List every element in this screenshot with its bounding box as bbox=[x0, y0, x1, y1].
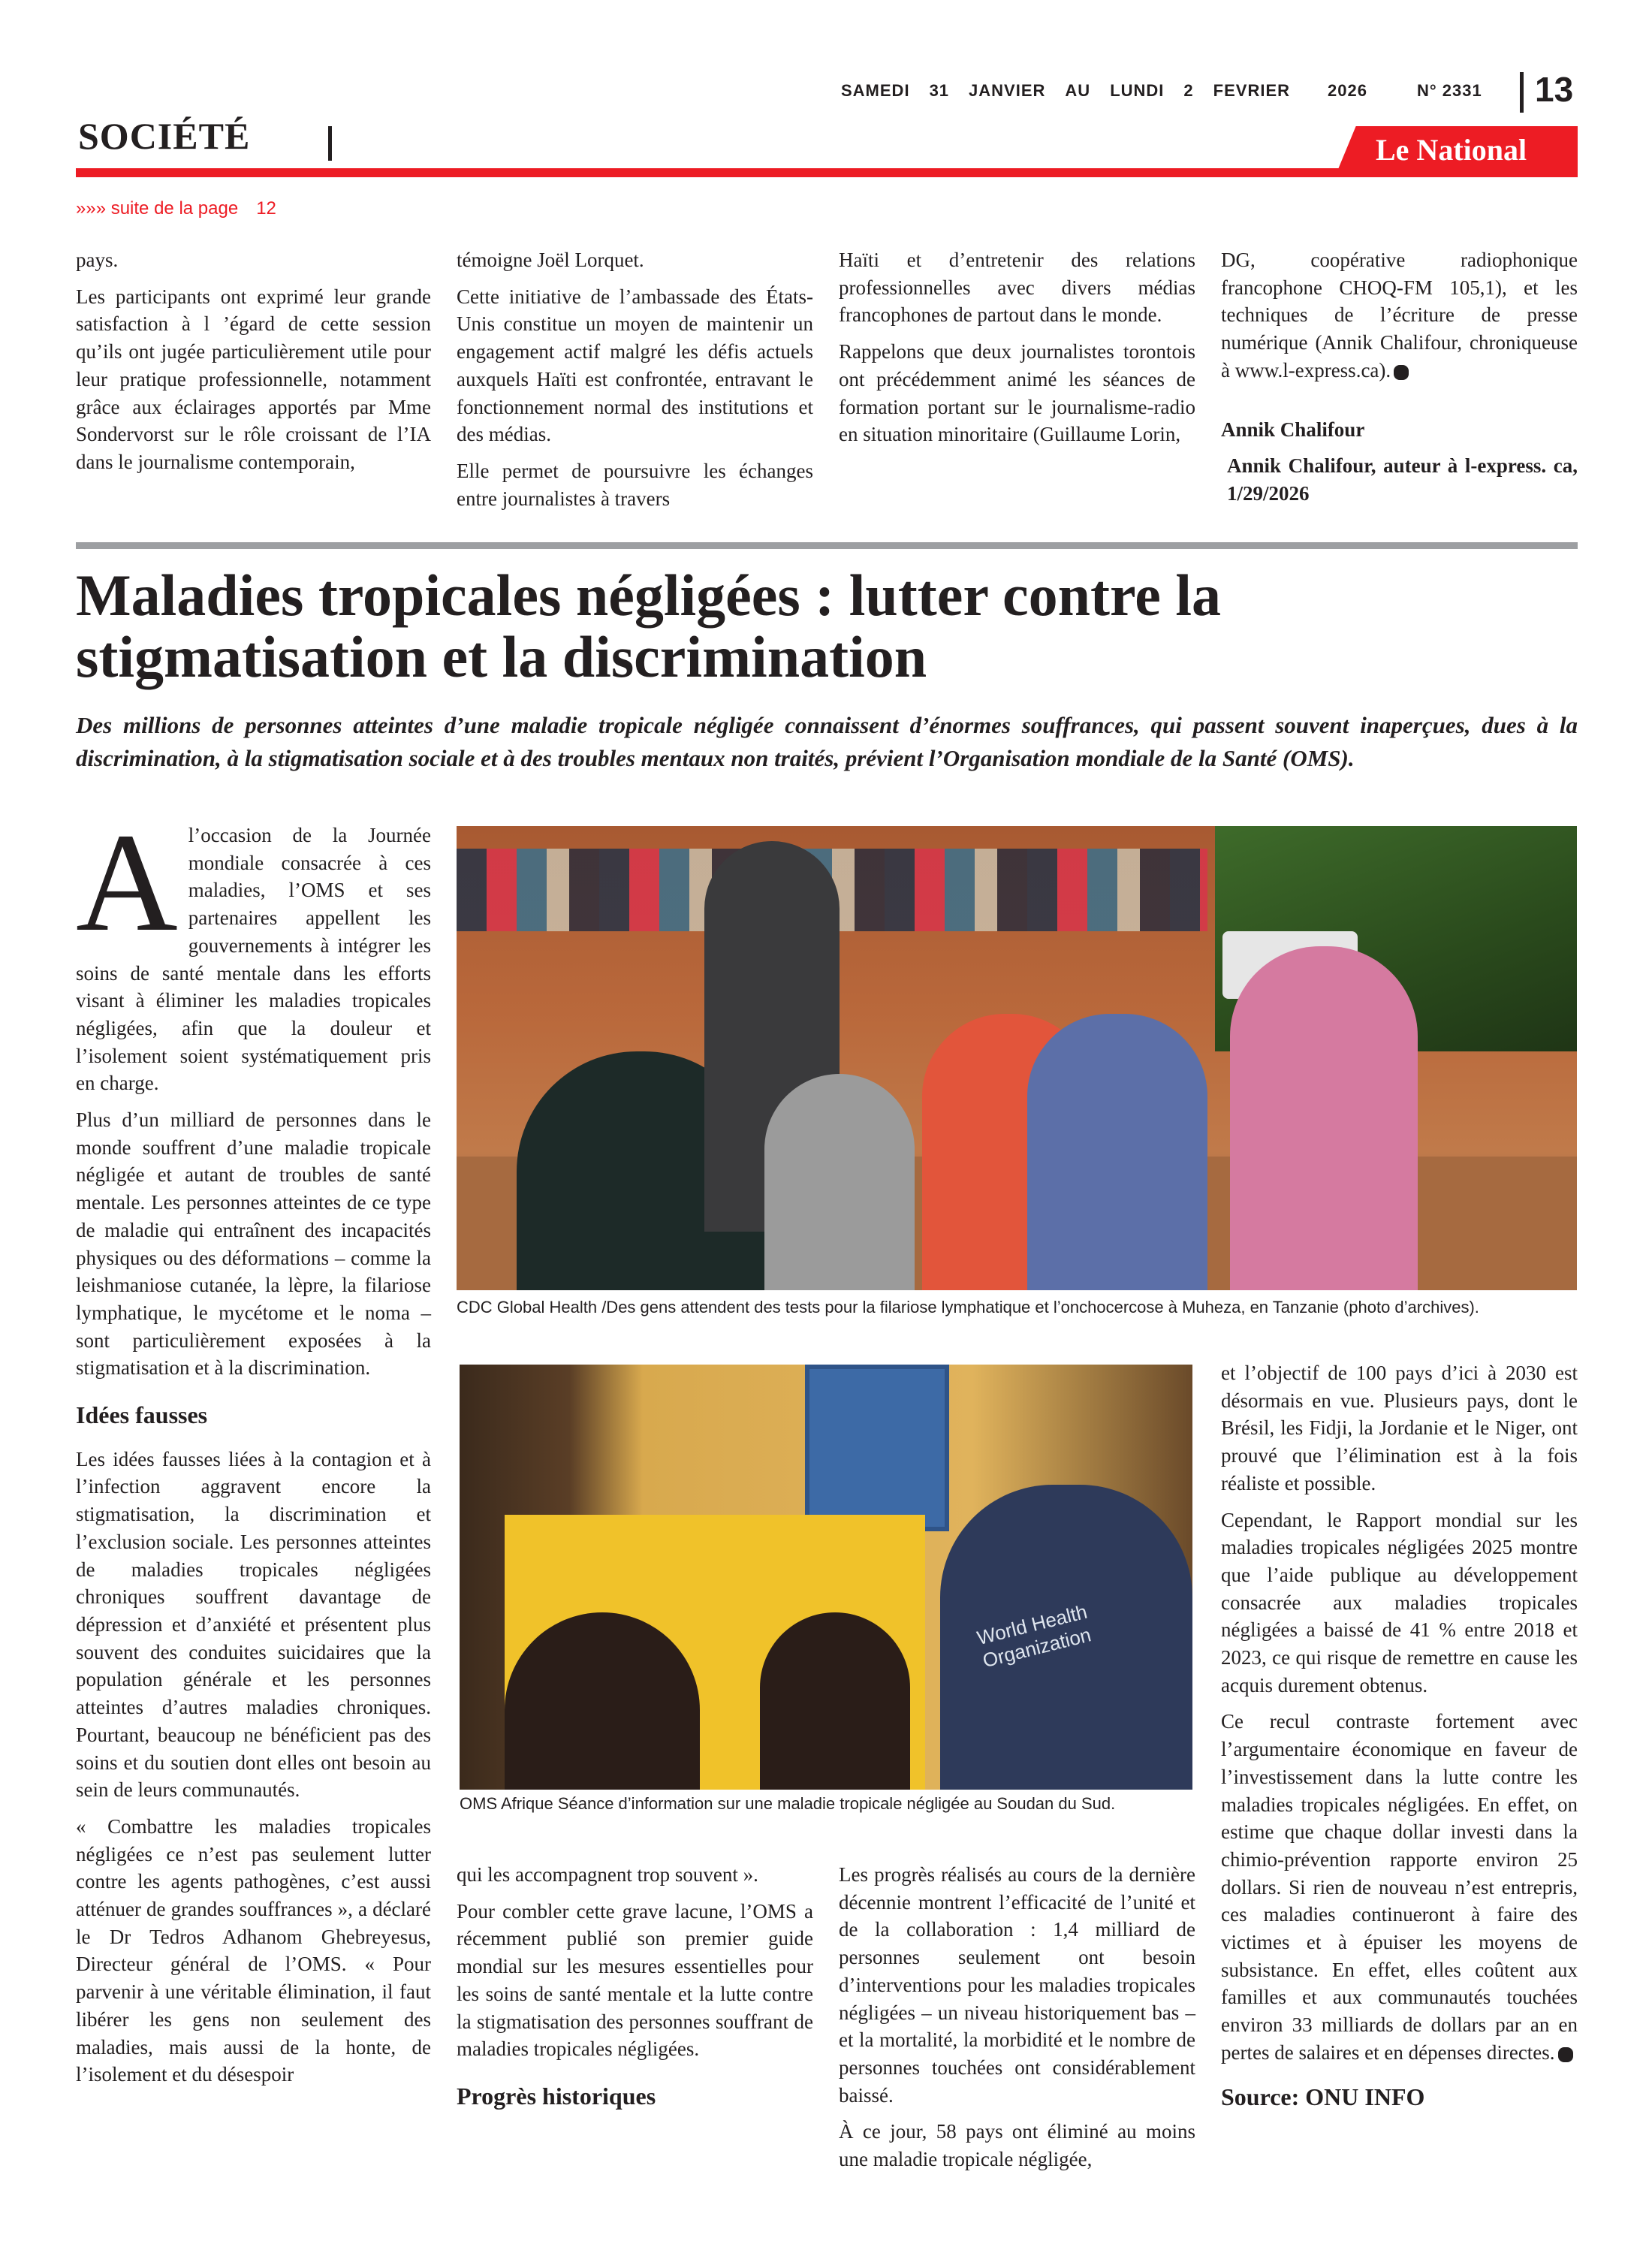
article-col-3 bbox=[839, 1861, 1195, 2182]
section-divider bbox=[328, 126, 332, 161]
end-mark-icon bbox=[1394, 365, 1409, 380]
paragraph: Elle permet de poursuivre les échanges entre journalistes à travers bbox=[457, 459, 813, 510]
author-name: Annik Chalifour bbox=[1221, 418, 1365, 441]
photo-person bbox=[1027, 1014, 1207, 1290]
page-number: 13 bbox=[1535, 70, 1574, 109]
article-col-4 bbox=[1221, 1359, 1578, 2127]
date-part: JANVIER bbox=[969, 81, 1046, 100]
paragraph: pays. bbox=[76, 249, 119, 271]
photo-2-caption: OMS Afrique Séance d’information sur une maladie tropicale négligée au Soudan du Sud. bbox=[460, 1794, 1116, 1813]
paragraph: Les progrès réalisés au cours de la dernière décennie montrent l’efficacité de l’unité et de la collaboration : 1,4 milliard de personnes seulement ont besoin d’interventions pour les maladies tropicales négligées – un niveau historiquement bas – et la mortalité, la morbidité et le nombre de personnes touchées ont considérablement baissé. bbox=[839, 1863, 1195, 2107]
end-mark-icon bbox=[1558, 2047, 1573, 2062]
photo-child-head bbox=[760, 1612, 910, 1790]
continued-label: »»» suite de la page bbox=[76, 198, 239, 219]
photo-person bbox=[764, 1074, 915, 1290]
paragraph: et l’objectif de 100 pays d’ici à 2030 est désormais en vue. Plusieurs pays, dont le Brésil, les Fidji, la Jordanie et le Niger, ont prouvé que l’élimination est à la fois réaliste et possible. bbox=[1221, 1362, 1578, 1494]
paragraph: l’occasion de la Journée mondiale consacrée à ces maladies, l’OMS et ses partenaires appellent les gouvernements à intégrer les soins de santé mentale dans les efforts visant à éliminer les maladies tropicales négligées, afin que la douleur et l’isolement soient systématiquement pris en charge. bbox=[76, 824, 431, 1095]
date-part: 2026 bbox=[1328, 81, 1367, 100]
subheading: Idées fausses bbox=[76, 1401, 208, 1429]
issue-number: N° 2331 bbox=[1416, 81, 1482, 100]
prev-article-col-4 bbox=[1221, 246, 1578, 517]
issue-date bbox=[841, 81, 1517, 101]
paragraph: DG, coopérative radiophonique francophone CHOQ-FM 105,1), et les techniques de l’écriture de presse numérique (Annik Chalifour, chroniqueuse à www.l-express.ca). bbox=[1221, 249, 1578, 382]
paragraph: « Combattre les maladies tropicales négligées ce n’est pas seulement lutter contre les agents pathogènes, c’est aussi atténuer de grandes souffrances », a déclaré le Dr Tedros Adhanom Ghebreyesus, Directeur général de l’OMS. « Pour parvenir à une véritable élimination, il faut libérer les gens non seulement des maladies, mais aussi de la honte, de l’isolement et du désespoir bbox=[76, 1814, 431, 2086]
paragraph: Les idées fausses liées à la contagion et à l’infection aggravent encore la stigmatisation, la discrimination et l’exclusion sociale. Les personnes atteintes de maladies tropicales négligées chroniques souffrent davantage de dépression et d’anxiété et présentent plus souvent des conduites suicidaires que la population générale et les personnes atteintes d’autres maladies chroniques. Pourtant, beaucoup ne bénéficient pas des soins et du soutien dont elles ont besoin au sein de leurs communautés. bbox=[76, 1447, 431, 1802]
drop-cap: A bbox=[76, 804, 178, 961]
page-number-divider bbox=[1520, 72, 1524, 113]
section-title: SOCIÉTÉ bbox=[78, 115, 251, 157]
article-title: Maladies tropicales négligées : lutter contre la stigmatisation et la discrimination bbox=[76, 562, 1222, 689]
paragraph: Rappelons que deux journalistes torontois ont précédemment animé les séances de formation portant sur le journalisme-radio en situation minoritaire (Guillaume Lorin, bbox=[839, 340, 1195, 446]
subheading: Progrès historiques bbox=[457, 2082, 656, 2110]
prev-article-col-1 bbox=[76, 246, 431, 485]
paragraph: Cette initiative de l’ambassade des États-Unis constitue un moyen de maintenir un engagement actif malgré les défis actuels auxquels Haïti est confrontée, entravant le fonctionnement normal des institutions et des médias. bbox=[457, 285, 813, 446]
date-part: SAMEDI bbox=[841, 81, 910, 100]
paragraph: Haïti et d’entretenir des relations professionnelles avec divers médias francophones de partout dans le monde. bbox=[839, 249, 1195, 327]
author-credit: Annik Chalifour, auteur à l-express. ca, 1/29/2026 bbox=[1227, 454, 1578, 505]
date-part: LUNDI bbox=[1110, 81, 1165, 100]
date-part: 31 bbox=[929, 81, 950, 100]
paragraph: Plus d’un milliard de personnes dans le monde souffrent d’une maladie tropicale négligée et autant de troubles de santé mentale. Les personnes atteintes de ce type de maladie qui entraînent des incapacités physiques ou des déformations – comme la leishmaniose cutanée, la lèpre, la filariose lymphatique, le mycétome et le noma – sont particulièrement exposées à la stigmatisation et à la discrimination. bbox=[76, 1108, 431, 1380]
date-part: FEVRIER bbox=[1213, 81, 1291, 100]
photo-1-caption: CDC Global Health /Des gens attendent des tests pour la filariose lymphatique et l’onchocercose à Muheza, en Tanzanie (photo d’archives). bbox=[457, 1298, 1479, 1317]
paragraph: Ce recul contraste fortement avec l’argumentaire économique en faveur de l’investissement dans la lutte contre les maladies tropicales négligées. En effet, on estime que chaque dollar investi dans la chimio-prévention rapporte environ 25 dollars. Si rien de nouveau n’est entrepris, ces maladies continueront à faire des victimes et à épuiser les moyens de subsistance. En effet, elles coûtent aux familles et aux communautés touchées environ 33 milliards de dollars par an en pertes de salaires et en dépenses directes. bbox=[1221, 1710, 1578, 2064]
brand-logo: Le National bbox=[1376, 133, 1527, 167]
date-part: AU bbox=[1065, 81, 1091, 100]
continued-page: 12 bbox=[256, 198, 276, 219]
article-divider bbox=[76, 542, 1578, 549]
article-source: Source: ONU INFO bbox=[1221, 2083, 1425, 2110]
prev-article-col-3 bbox=[839, 246, 1195, 457]
article-lead: Des millions de personnes atteintes d’une maladie tropicale négligée connaissent d’énormes souffrances, qui passent souvent inaperçues, dues à la discrimination, à la stigmatisation sociale et à des troubles mentaux non traités, prévient l’Organisation mondiale de la Santé (OMS). bbox=[76, 712, 1578, 771]
photo-vest-logo: World Health Organization bbox=[975, 1600, 1093, 1672]
article-col-2 bbox=[457, 1861, 813, 2127]
header-rule bbox=[76, 168, 1578, 177]
prev-article-col-2 bbox=[457, 246, 813, 521]
photo-filariasis-testing bbox=[457, 826, 1577, 1290]
paragraph: À ce jour, 58 pays ont éliminé au moins une maladie tropicale négligée, bbox=[839, 2120, 1195, 2171]
continued-from bbox=[76, 198, 294, 219]
photo-information-session bbox=[460, 1365, 1192, 1790]
paragraph: Cependant, le Rapport mondial sur les maladies tropicales négligées 2025 montre que l’aide publique au développement consacrée aux maladies tropicales négligées a baissé de 41 % entre 2018 et 2023, ce qui risque de remettre en cause les acquis durement obtenus. bbox=[1221, 1508, 1578, 1697]
paragraph: qui les accompagnent trop souvent ». bbox=[457, 1863, 758, 1886]
paragraph: Les participants ont exprimé leur grande satisfaction à l ’égard de cette session qu’ils ont jugée particulièrement utile pour leur pratique professionnelle, notamment grâce aux éclairages apportés par Mme Sondervorst sur le rôle croissant de l’IA dans le journalisme contemporain, bbox=[76, 285, 431, 473]
date-part: 2 bbox=[1183, 81, 1194, 100]
photo-person bbox=[1230, 946, 1418, 1290]
photo-poster bbox=[805, 1365, 949, 1531]
paragraph: témoigne Joël Lorquet. bbox=[457, 249, 644, 271]
article-col-1 bbox=[76, 804, 431, 2098]
paragraph: Pour combler cette grave lacune, l’OMS a récemment publié son premier guide mondial sur les mesures essentielles pour les soins de santé mentale et la lutte contre la stigmatisation des personnes souffrant de maladies tropicales négligées. bbox=[457, 1899, 813, 2061]
